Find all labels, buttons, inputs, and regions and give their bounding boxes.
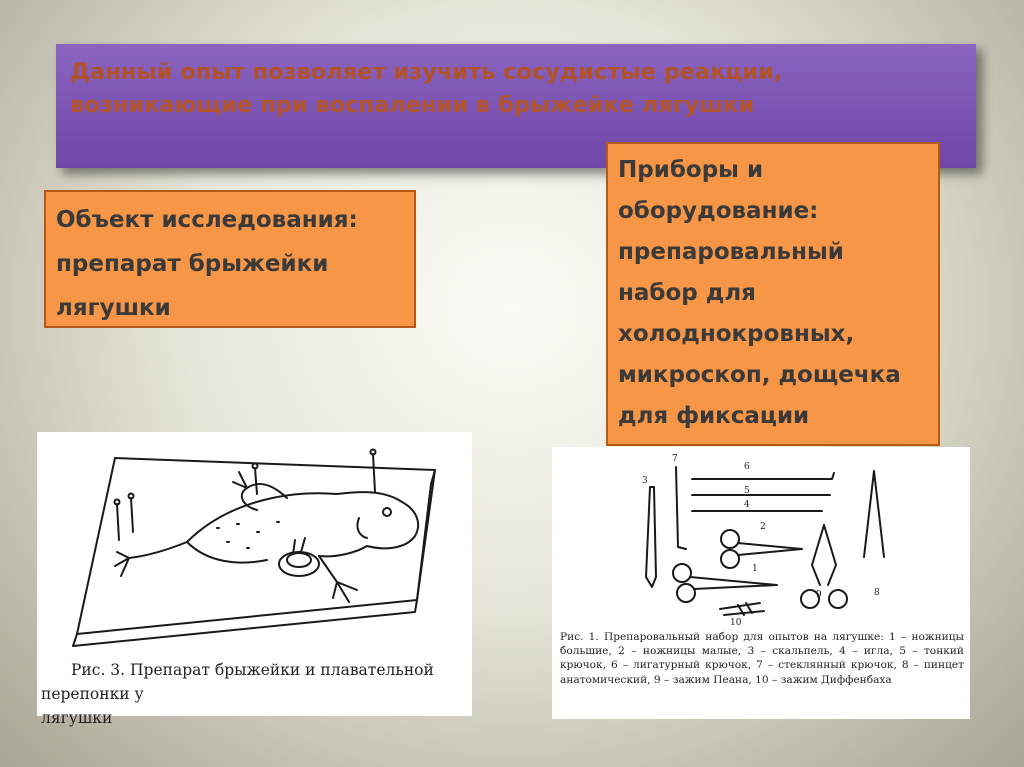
big-scissors-tool [690, 577, 777, 589]
tool-label-1: 1 [752, 564, 758, 574]
figure-right-caption: Рис. 1. Препаровальный набор для опытов на лягушке: 1 – ножницы большие, 2 – ножницы малые, 3 – скальпель, 4 – игла, 5 – тонкий крючок, 6 – лигатурный крючок, 7 – стеклянный крючок, 8 – пинцет анатомический, 9 – зажим Пеана, 10 – зажим Диффенбаха [560, 631, 964, 686]
tool-label-8: 8 [874, 588, 880, 598]
small-scissors-tool [738, 543, 802, 555]
dissection-tools-drawing [552, 447, 970, 627]
equipment-box [606, 142, 940, 446]
equipment-text: Приборы и оборудование: препаровальный набор для холоднокровных, микроскоп, дощечка для фиксации [618, 157, 901, 429]
frog-on-board-drawing [37, 432, 472, 658]
tool-label-2: 2 [760, 522, 766, 532]
glass-hook-tool [676, 467, 686, 549]
tool-label-7: 7 [672, 454, 678, 464]
figure-left-caption-line1: Рис. 3. Препарат брыжейки и плавательной перепонки у [41, 661, 434, 703]
tool-label-5: 5 [744, 486, 750, 496]
object-of-study-box [44, 190, 416, 328]
frog-preparation-figure [37, 432, 472, 727]
object-of-study-text: Объект исследования: препарат брыжейки лягушки [56, 207, 358, 321]
slide-title: Данный опыт позволяет изучить сосудистые реакции, возникающие при воспалении в брыжейке лягушки [70, 59, 783, 118]
tool-label-4: 4 [744, 500, 750, 510]
tool-label-9: 9 [816, 590, 822, 600]
tool-label-6: 6 [744, 462, 750, 472]
figure-left-caption [41, 658, 469, 730]
forceps-tool [864, 471, 884, 557]
ligature-hook-tool [692, 473, 834, 479]
scalpel-tool [646, 487, 656, 587]
pean-clamp-tool [812, 525, 836, 585]
dissection-kit-figure [552, 447, 970, 719]
tool-label-3: 3 [642, 476, 648, 486]
figure-left-caption-line2: лягушки [41, 709, 113, 727]
tool-label-10: 10 [730, 618, 742, 627]
